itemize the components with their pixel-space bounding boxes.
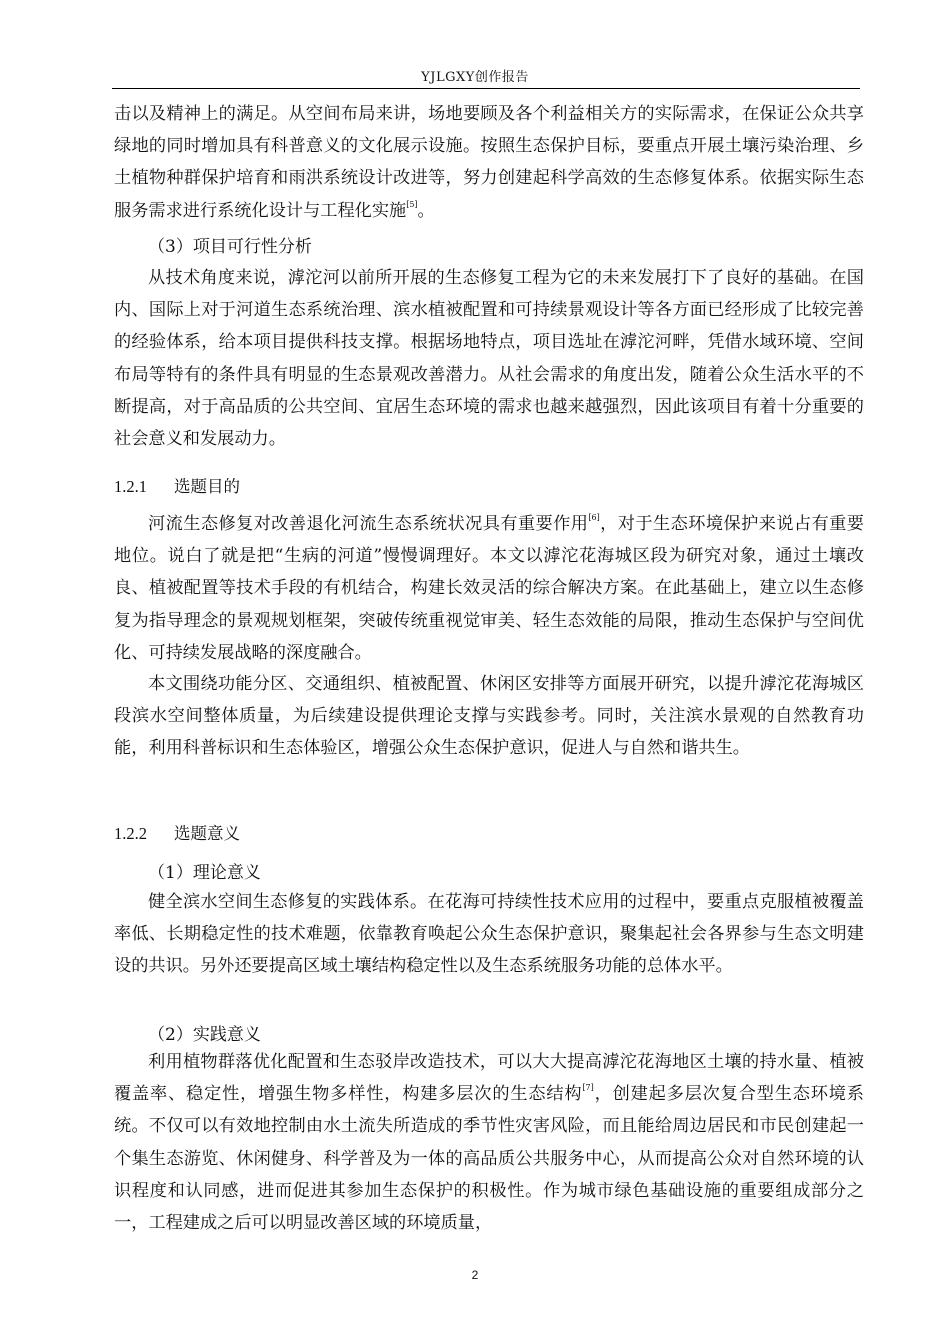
paragraph-text: 本文围绕功能分区、交通组织、植被配置、休闲区安排等方面展开研究，以提升滹沱花海城区段滨水空间整体质量，为后续建设提供理论支撑与实践参考。同时，关注滨水景观的自然教育功能，利用科普标识和生态体验区，增强公众生态保护意识，促进人与自然和谐共生。 bbox=[114, 674, 864, 759]
section-title: 选题目的 bbox=[174, 477, 240, 496]
section-title: 选题意义 bbox=[174, 824, 240, 843]
section-number: 1.2.1 bbox=[114, 477, 147, 496]
paragraph-purpose bbox=[114, 508, 864, 669]
paragraph-research-scope bbox=[114, 668, 864, 765]
page-header-title: YJLGXY创作报告 bbox=[421, 70, 529, 85]
paragraph-feasibility bbox=[114, 262, 864, 455]
subheading-practice: （2）实践意义 bbox=[148, 1025, 261, 1045]
paragraph-tail: 。 bbox=[417, 200, 435, 221]
citation-ref: [5] bbox=[406, 199, 418, 209]
paragraph-text: 从技术角度来说，滹沱河以前所开展的生态修复工程为它的未来发展打下了良好的基础。在国内、国际上对于河道生态系统治理、滨水植被配置和可持续景观设计等各方面已经形成了比较完善的经验体系，给本项目提供科技支撑。根据场地特点，项目选址在滹沱河畔，凭借水域环境、空间布局等特有的条件具有明显的生态景观改善潜力。从社会需求的角度出发，随着公众生活水平的不断提高，对于高品质的公共空间、宜居生态环境的需求也越来越强烈，因此该项目有着十分重要的社会意义和发展动力。 bbox=[114, 268, 864, 450]
section-number: 1.2.2 bbox=[114, 824, 147, 843]
paragraph-practice bbox=[114, 1046, 864, 1239]
subheading-feasibility: （3）项目可行性分析 bbox=[148, 237, 312, 257]
subheading-theory: （1）理论意义 bbox=[148, 863, 261, 883]
section-heading-1-2-1 bbox=[114, 473, 240, 497]
paragraph-tail: ，对于生态环境保护来说占有重要地位。说白了就是把“生病的河道”慢慢调理好。本文以滹沱花海城区段为研究对象，通过土壤改良、植被配置等技术手段的有机结合，构建长效灵活的综合解决方案。在此基础上，建立以生态修复为指导理念的景观规划框架，突破传统重视觉审美、轻生态效能的局限，推动生态保护与空间优化、可持续发展战略的深度融合。 bbox=[114, 514, 864, 663]
section-heading-1-2-2 bbox=[114, 820, 240, 844]
citation-ref: [6] bbox=[588, 513, 600, 522]
paragraph-tail: ，创建起多层次复合型生态环境系统。不仅可以有效地控制由水土流失所造成的季节性灾害风险，而且能给周边居民和市民创建起一个集生态游览、休闲健身、科学普及为一体的高品质公共服务中心，从而提高公众对自然环境的认识程度和认同感，进而促进其参加生态保护的积极性。作为城市绿色基础设施的重要组成部分之一，工程建成之后可以明显改善区域的环境质量， bbox=[114, 1084, 864, 1234]
header-divider bbox=[112, 88, 860, 89]
paragraph-text: 河流生态修复对改善退化河流生态系统状况具有重要作用 bbox=[148, 514, 589, 534]
page-number: 2 bbox=[471, 1268, 479, 1282]
citation-ref: [7] bbox=[582, 1083, 594, 1093]
paragraph-theory bbox=[114, 886, 864, 983]
paragraph-text: 击以及精神上的满足。从空间布局来讲，场地要顾及各个利益相关方的实际需求，在保证公众共享绿地的同时增加具有科普意义的文化展示设施。按照生态保护目标，要重点开展土壤污染治理、乡土植物种群保护培育和雨洪系统设计改进等，努力创建起科学高效的生态修复体系。依据实际生态服务需求进行系统化设计与工程化实施 bbox=[114, 104, 864, 221]
paragraph-site-requirements bbox=[114, 98, 864, 227]
paragraph-text: 利用植物群落优化配置和生态驳岸改造技术，可以大大提高滹沱花海地区土壤的持水量、植被覆盖率、稳定性，增强生物多样性，构建多层次的生态结构 bbox=[114, 1052, 864, 1105]
paragraph-text: 健全滨水空间生态修复的实践体系。在花海可持续性技术应用的过程中，要重点克服植被覆盖率低、长期稳定性的技术难题，依靠教育唤起公众生态保护意识，聚集起社会各界参与生态文明建设的共识。另外还要提高区域土壤结构稳定性以及生态系统服务功能的总体水平。 bbox=[114, 892, 864, 977]
